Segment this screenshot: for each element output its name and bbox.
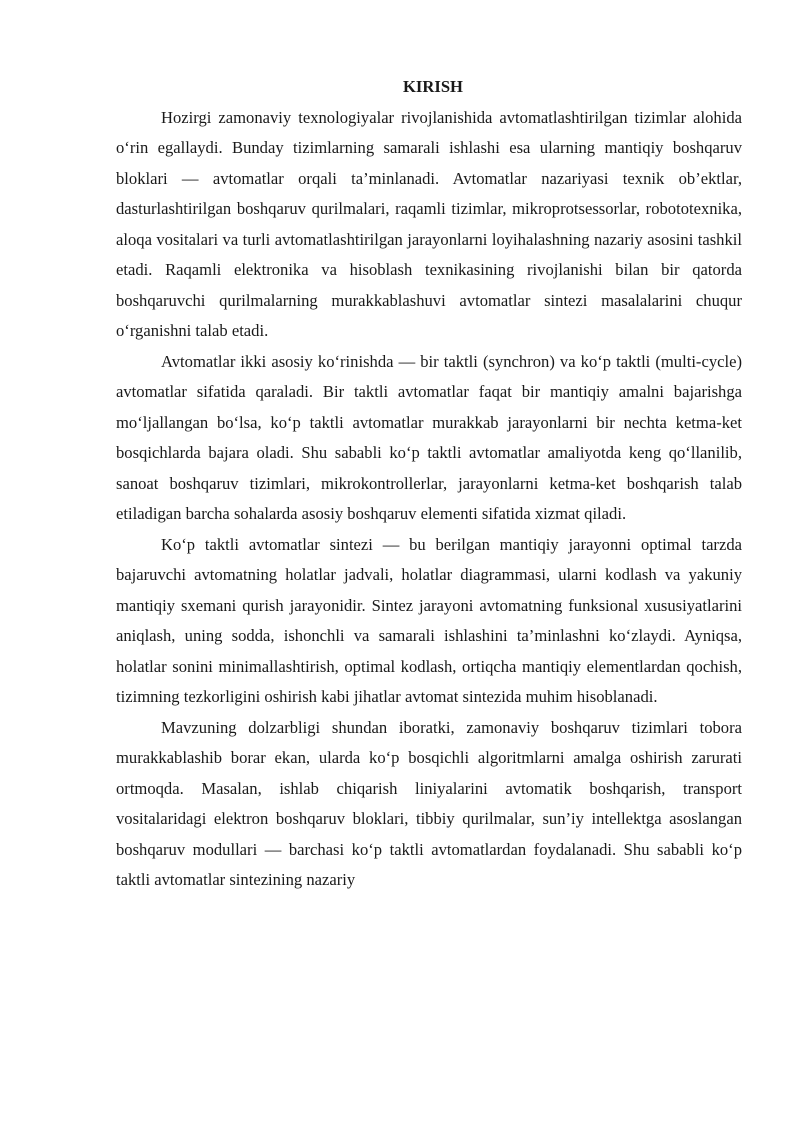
paragraph-4: Mavzuning dolzarbligi shundan iboratki, zamonaviy boshqaruv tizimlari tobora murakkablashib borar ekan, ularda ko‘p bosqichli algoritmlarni amalga oshirish zarurati ortmoqda. Masalan, ishlab chiqarish liniyalarini avtomatik boshqarish, transport vositalaridagi elektron boshqaruv bloklari, tibbiy qurilmalar, sun’iy intellektga asoslangan boshqaruv modullari — barchasi ko‘p taktli avtomatlardan foydalanadi. Shu sababli ko‘p taktli avtomatlar sintezining nazariy <box>116 717 742 889</box>
paragraph-1: Hozirgi zamonaviy texnologiyalar rivojlanishida avtomatlashtirilgan tizimlar alohida o‘rin egallaydi. Bunday tizimlarning samarali ishlashi esa ularning mantiqiy boshqaruv bloklari — avtomatlar orqali ta’minlanadi. Avtomatlar nazariyasi texnik ob’ektlar, dasturlashtirilgan boshqaruv qurilmalari, raqamli tizimlar, mikroprotsessorlar, robototexnika, aloqa vositalari va turli avtomatlashtirilgan jarayonlarni loyihalashning nazariy asosini tashkil etadi. Raqamli elektronika va hisoblash texnikasining rivojlanishi bilan bir qatorda boshqaruvchi qurilmalarning murakkablashuvi avtomatlar sintezi masalalarini chuqur o‘rganishni talab etadi. <box>116 107 742 340</box>
paragraph-2: Avtomatlar ikki asosiy ko‘rinishda — bir taktli (synchron) va ko‘p taktli (multi-cycle) avtomatlar sifatida qaraladi. Bir taktli avtomatlar faqat bir mantiqiy amalni bajarishga mo‘ljallangan bo‘lsa, ko‘p taktli avtomatlar murakkab jarayonlarni bir nechta ketma-ket bosqichlarda bajara oladi. Shu sababli ko‘p taktli avtomatlar amaliyotda keng qo‘llanilib, sanoat boshqaruv tizimlari, mikrokontrollerlar, jarayonlarni ketma-ket boshqarish talab etiladigan barcha sohalarda asosiy boshqaruv elementi sifatida xizmat qiladi. <box>116 351 742 523</box>
paragraph-3: Ko‘p taktli avtomatlar sintezi — bu berilgan mantiqiy jarayonni optimal tarzda bajaruvchi avtomatning holatlar jadvali, holatlar diagrammasi, ularni kodlash va yakuniy mantiqiy sxemani qurish jarayonidir. Sintez jarayoni avtomatning funksional xususiyatlarini aniqlash, uning sodda, ishonchli va samarali ishlashini ta’minlashni ko‘zlaydi. Ayniqsa, holatlar sonini minimallashtirish, optimal kodlash, ortiqcha mantiqiy elementlardan qochish, tizimning tezkorligini oshirish kabi jihatlar avtomat sintezida muhim hisoblanadi. <box>116 534 742 706</box>
section-title: KIRISH <box>403 77 463 96</box>
document-page <box>116 72 742 896</box>
